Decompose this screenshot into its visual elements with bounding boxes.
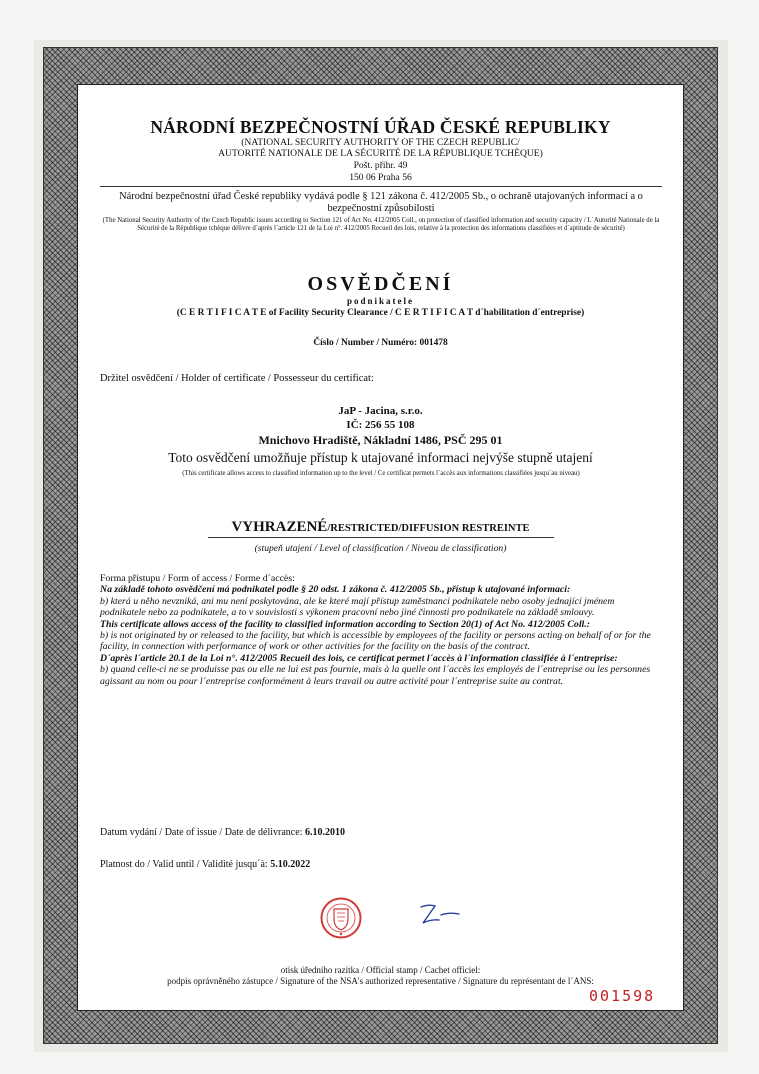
classification-level-translation: /RESTRICTED/DIFFUSION RESTREINTE	[327, 523, 530, 534]
certificate-subtitle: podnikatele	[346, 296, 414, 306]
holder-address: Mnichovo Hradiště, Nákladní 1486, PSČ 295 01	[258, 433, 503, 447]
official-seal-icon	[320, 897, 362, 939]
issue-statement: Národní bezpečnostní úřad České republiky vydává podle § 121 zákona č. 412/2005 Sb., o ochraně utajovaných informací a o bezpečnostní způsobilosti	[119, 191, 643, 214]
access-statement: Toto osvědčení umožňuje přístup k utajované informaci nejvýše stupně utajení	[168, 450, 593, 465]
issue-statement-translation: (The National Security Authority of the Czech Republic issues according to Section 121 of Act No. 412/2005 Coll., on protection of classified information and security capacity / L´Autorité Nationale de la Sécurité de la République tchèque délivre d´après l´article 121 de la Loi n°. 412/2005 Recueil des lois, relative à la protection des informations classifiées et d´aptitude de sécurité)	[102, 217, 660, 232]
authority-title: NÁRODNÍ BEZPEČNOSTNÍ ÚŘAD ČESKÉ REPUBLIKY	[150, 117, 611, 137]
form-of-access-en-heading: This certificate allows access of the facility to classified information according to Section 20(1) of Act No. 412/2005 Coll.:	[100, 618, 590, 630]
issue-date-label: Datum vydání / Date of issue / Date de délivrance:	[100, 827, 305, 838]
valid-until-value: 5.10.2022	[270, 859, 311, 870]
valid-until	[100, 859, 662, 871]
form-of-access-en-text: b) is not originated by or released to the facility, but which is accessible by employees of the facility or persons acting on behalf of or for the facility, in connection with performance of work or other activities for the facility on the basis of the contract.	[100, 630, 651, 653]
form-of-access-fr-text: b) quand celle-ci ne se produisse pas ou elle ne lui est pas fournie, mais à la quelle ont l´accès les employés de l´entreprise ou les personnes agissant au nom ou pour l´entreprise conformément à leurs travail ou autre activité pour l´entreprise suite au contrat.	[100, 664, 651, 687]
form-of-access-label: Forma přístupu / Form of access / Forme d´accès:	[100, 573, 295, 584]
form-of-access-cz-heading: Na základě tohoto osvědčení má podnikatel podle § 20 odst. 1 zákona č. 412/2005 Sb., přístup k utajované informaci:	[100, 584, 571, 596]
form-of-access-fr-heading: D´après l´article 20.1 de la Loi n°. 412/2005 Recueil des lois, ce certificat permet l´accès à l´information classifiée à l´entreprise:	[100, 652, 618, 664]
valid-until-label: Platnost do / Valid until / Validité jusqu´à:	[100, 859, 271, 870]
stamp-caption: otisk úředního razítka / Official stamp / Cachet officiel:	[280, 965, 481, 975]
access-statement-translation: (This certificate allows access to classified information up to the level / Ce certificat permets l´accès aux informations classifiées jusqu´au niveau)	[182, 470, 580, 477]
classification-caption: (stupeň utajení / Level of classification / Niveau de classification)	[254, 543, 507, 554]
issue-date	[100, 827, 662, 839]
signature-icon	[417, 901, 465, 929]
signature-caption: podpis oprávněného zástupce / Signature of the NSA's authorized representative / Signature du représentant de l´ANS:	[167, 976, 594, 986]
form-of-access	[100, 573, 662, 687]
po-box: Pošt. přihr. 49	[353, 160, 408, 171]
holder-name: JaP - Jacina, s.r.o.	[338, 405, 423, 417]
classification-level	[78, 519, 683, 536]
issue-date-value: 6.10.2010	[304, 827, 345, 838]
certificate-number: Číslo / Number / Numéro: 001478	[313, 338, 448, 348]
holder-ic: IČ: 256 55 108	[346, 419, 415, 431]
form-of-access-cz-text: b) která u něho nevzniká, ani mu není poskytována, ale ke které mají přístup zaměstnanci podnikatele nebo osoby jednající jménem podnikatele nebo za podnikatele, a to v souvislosti s výkonem pracovní nebo jiné činnosti pro podnikatele na základě smlouvy.	[100, 595, 615, 619]
certificate-title: OSVĚDČENÍ	[307, 273, 454, 295]
classification-rule	[208, 537, 554, 538]
authority-title-fr: AUTORITÉ NATIONALE DE LA SÉCURITÉ DE LA RÉPUBLIQUE TCHÈQUE)	[218, 148, 543, 159]
serial-number: 001598	[589, 987, 656, 1005]
certificate-title-translation: (C E R T I F I C A T E of Facility Security Clearance / C E R T I F I C A T d´habilitation d´entreprise)	[176, 308, 585, 318]
holder-label: Držitel osvědčení / Holder of certificate / Possesseur du certificat:	[100, 373, 374, 384]
certificate-sheet	[77, 84, 684, 1011]
header-rule	[100, 186, 662, 187]
authority-title-en: (NATIONAL SECURITY AUTHORITY OF THE CZECH REPUBLIC/	[241, 137, 520, 148]
postal-address: 150 06 Praha 56	[349, 172, 412, 183]
classification-level-cz: VYHRAZENÉ	[231, 519, 328, 535]
